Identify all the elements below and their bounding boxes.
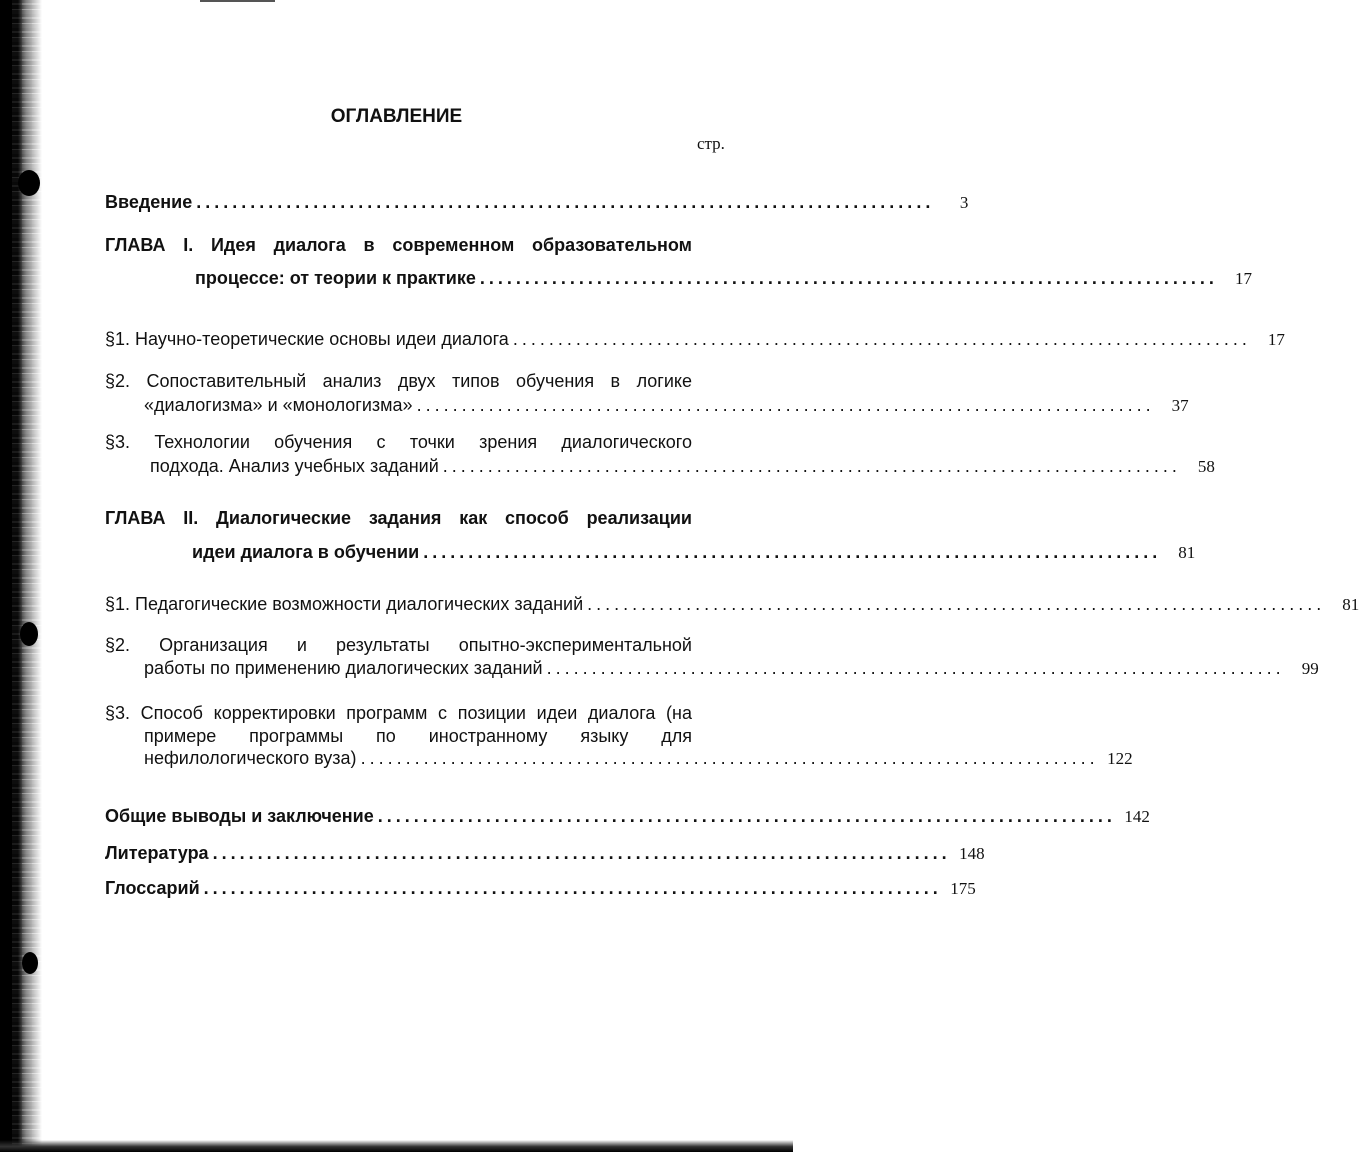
toc-entry-label: Введение xyxy=(105,192,193,212)
toc-entry-label: нефилологического вуза) xyxy=(144,748,357,768)
toc-entry-literature[interactable] xyxy=(105,841,985,866)
ch2-s2-line1: §2. Организация и результаты опытно-экспериментальной xyxy=(105,635,692,655)
toc-page-number: 122 xyxy=(1107,749,1133,768)
leader-dots: .................................................................................. xyxy=(416,395,1155,415)
scan-blot xyxy=(22,952,38,974)
toc-entry-label: работы по применению диалогических заданий xyxy=(144,658,543,678)
toc-entry-chapter2[interactable] xyxy=(192,540,1196,565)
toc-entry-label: §1. Педагогические возможности диалогических заданий xyxy=(105,594,584,614)
scan-blot xyxy=(20,622,38,646)
leader-dots: .................................................................................. xyxy=(377,806,1116,826)
toc-entry-ch1-s3[interactable] xyxy=(150,454,1215,479)
toc-entry-label: процессе: от теории к практике xyxy=(195,268,476,288)
toc-page-number: 175 xyxy=(950,879,976,898)
toc-page-number: 37 xyxy=(1171,396,1189,415)
toc-entry-ch1-s1[interactable] xyxy=(105,327,1285,352)
leader-dots: .................................................................................. xyxy=(212,843,951,863)
toc-entry-glossary[interactable] xyxy=(105,876,976,901)
ch1-s2-line1: §2. Сопоставительный анализ двух типов обучения в логике xyxy=(105,371,692,391)
toc-page-number: 148 xyxy=(959,844,985,863)
toc-entry-intro[interactable] xyxy=(105,190,969,215)
ch1-s3-line1: §3. Технологии обучения с точки зрения диалогического xyxy=(105,432,692,452)
scan-blot xyxy=(18,170,40,196)
toc-entry-ch2-s1[interactable] xyxy=(105,592,1359,617)
toc-page-number: 142 xyxy=(1124,807,1150,826)
toc-page-number: 17 xyxy=(1234,269,1252,288)
toc-entry-label: идеи диалога в обучении xyxy=(192,542,420,562)
ch2-s3-line1: §3. Способ корректировки программ с позиции идеи диалога (на xyxy=(105,703,692,723)
toc-page-number: 3 xyxy=(959,193,969,212)
scan-bottom-edge xyxy=(0,1140,793,1152)
toc-page-number: 81 xyxy=(1178,543,1196,562)
toc-entry-label: §1. Научно-теоретические основы идеи диалога xyxy=(105,329,509,349)
toc-entry-chapter1[interactable] xyxy=(195,266,1252,291)
toc-page-number: 17 xyxy=(1267,330,1285,349)
toc-page-number: 81 xyxy=(1342,595,1359,614)
leader-dots: .................................................................................. xyxy=(196,192,935,212)
toc-entry-ch1-s2[interactable] xyxy=(144,393,1189,418)
leader-dots: .................................................................................. xyxy=(512,329,1251,349)
page-title: ОГЛАВЛЕНИЕ xyxy=(330,106,463,127)
leader-dots: .................................................................................. xyxy=(546,658,1285,678)
scan-top-mark xyxy=(200,0,275,5)
toc-entry-label: Литература xyxy=(105,843,209,863)
ch2-s3-line2: примере программы по иностранному языку для xyxy=(144,726,692,746)
leader-dots: .................................................................................. xyxy=(203,878,942,898)
chapter2-title-line1: ГЛАВА II. Диалогические задания как способ реализации xyxy=(105,508,692,528)
pages-column-label: стр. xyxy=(697,134,725,153)
toc-entry-ch2-s3[interactable] xyxy=(144,746,1133,771)
toc-entry-conclusion[interactable] xyxy=(105,804,1150,829)
toc-entry-label: Общие выводы и заключение xyxy=(105,806,374,826)
toc-entry-label: «диалогизма» и «монологизма» xyxy=(144,395,413,415)
leader-dots: .................................................................................. xyxy=(442,456,1181,476)
toc-entry-label: подхода. Анализ учебных заданий xyxy=(150,456,439,476)
chapter1-title-line1: ГЛАВА I. Идея диалога в современном образовательном xyxy=(105,235,692,255)
toc-entry-label: Глоссарий xyxy=(105,878,200,898)
leader-dots: .................................................................................. xyxy=(360,748,1099,768)
leader-dots: .................................................................................. xyxy=(423,542,1162,562)
toc-entry-ch2-s2[interactable] xyxy=(144,656,1319,681)
toc-page-number: 99 xyxy=(1301,659,1319,678)
toc-page-number: 58 xyxy=(1197,457,1215,476)
leader-dots: .................................................................................. xyxy=(587,594,1326,614)
leader-dots: .................................................................................. xyxy=(479,268,1218,288)
